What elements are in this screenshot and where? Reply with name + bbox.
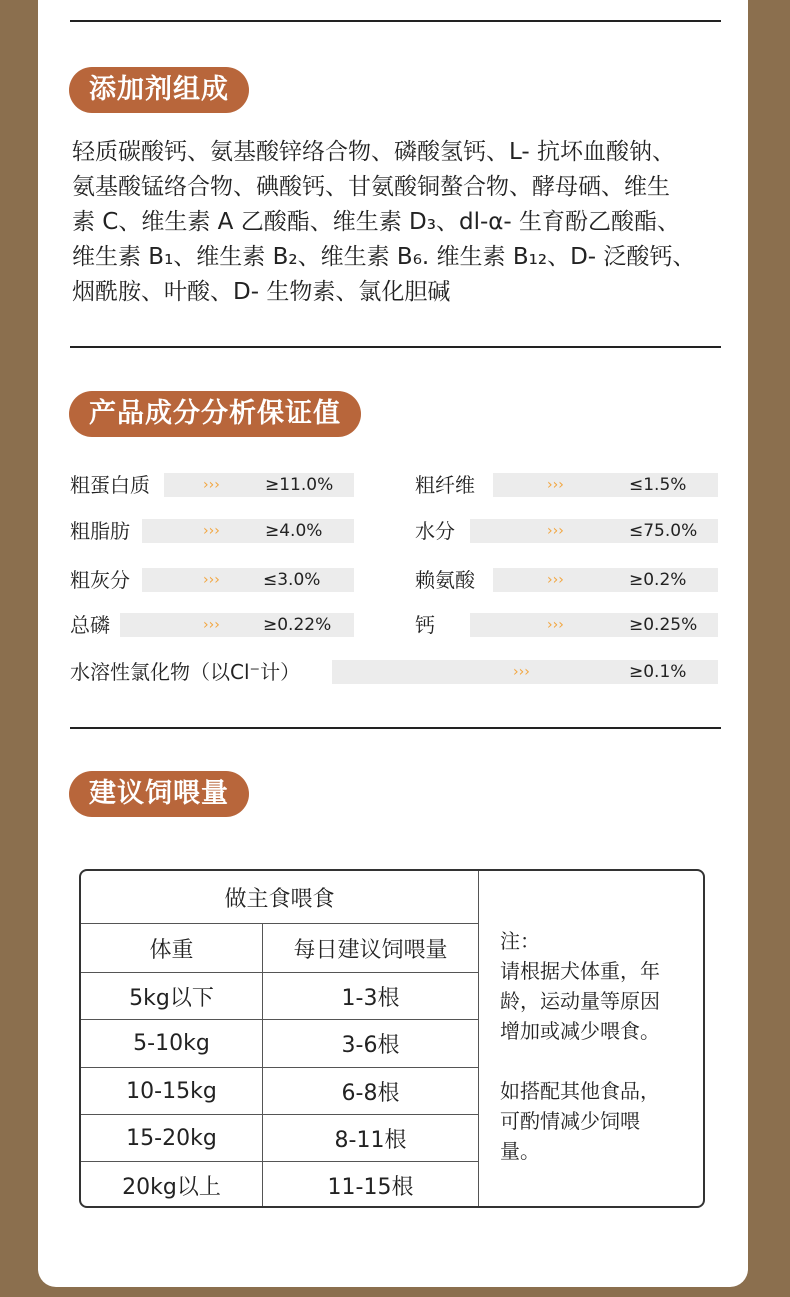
additives-line: 素 C、维生素 A 乙酸酯、维生素 D₃、dl-α- 生育酚乙酸酯、 <box>72 209 681 235</box>
table-cell-amount: 1-3根 <box>341 985 400 1011</box>
table-divider <box>262 924 263 1208</box>
additives-line: 维生素 B₁、维生素 B₂、维生素 B₆. 维生素 B₁₂、D- 泛酸钙、 <box>72 244 696 270</box>
analysis-label: 粗脂肪 <box>70 519 130 543</box>
analysis-label: 粗蛋白质 <box>70 473 150 497</box>
arrow-icon: ››› <box>547 477 564 493</box>
analysis-value: ≥4.0% <box>265 521 323 541</box>
analysis-label: 赖氨酸 <box>415 568 475 592</box>
feeding-title: 建议饲喂量 <box>69 771 249 817</box>
table-divider <box>478 871 479 1208</box>
arrow-icon: ››› <box>203 572 220 588</box>
arrow-icon: ››› <box>547 617 564 633</box>
analysis-label: 钙 <box>415 613 435 637</box>
table-cell-amount: 6-8根 <box>341 1080 400 1106</box>
table-title: 做主食喂食 <box>224 886 335 912</box>
arrow-icon: ››› <box>513 664 530 680</box>
divider-3 <box>70 727 721 729</box>
arrow-icon: ››› <box>547 523 564 539</box>
analysis-bar <box>142 568 354 592</box>
analysis-value: ≥0.25% <box>629 615 698 635</box>
additives-title: 添加剂组成 <box>69 67 249 113</box>
divider-top <box>70 20 721 22</box>
note-line: 龄，运动量等原因 <box>500 989 660 1013</box>
table-cell-amount: 8-11根 <box>334 1127 407 1153</box>
analysis-value: ≥0.22% <box>263 615 332 635</box>
additives-line: 轻质碳酸钙、氨基酸锌络合物、磷酸氢钙、L- 抗坏血酸钠、 <box>72 139 676 165</box>
analysis-label: 粗灰分 <box>70 568 130 592</box>
table-cell-weight: 10-15kg <box>126 1078 217 1104</box>
analysis-label: 粗纤维 <box>415 473 475 497</box>
arrow-icon: ››› <box>203 523 220 539</box>
analysis-value: ≤1.5% <box>629 475 687 495</box>
analysis-label: 水溶性氯化物（以Cl⁻计） <box>70 660 301 684</box>
analysis-label: 总磷 <box>70 613 110 637</box>
analysis-title: 产品成分分析保证值 <box>69 391 361 437</box>
feeding-table <box>79 869 705 1208</box>
note-line: 如搭配其他食品， <box>500 1079 660 1103</box>
arrow-icon: ››› <box>203 617 220 633</box>
additives-line: 烟酰胺、叶酸、D- 生物素、氯化胆碱 <box>72 279 451 305</box>
additives-text <box>72 135 722 310</box>
analysis-label: 水分 <box>415 519 455 543</box>
divider-2 <box>70 346 721 348</box>
additives-line: 氨基酸锰络合物、碘酸钙、甘氨酸铜螯合物、酵母硒、维生 <box>72 174 670 200</box>
arrow-icon: ››› <box>547 572 564 588</box>
note-line: 请根据犬体重，年 <box>500 959 660 983</box>
table-header-amount: 每日建议饲喂量 <box>293 937 448 963</box>
arrow-icon: ››› <box>203 477 220 493</box>
table-cell-weight: 20kg以上 <box>122 1174 221 1200</box>
feeding-note <box>500 926 690 1166</box>
analysis-value: ≥0.2% <box>629 570 687 590</box>
analysis-value: ≤3.0% <box>263 570 321 590</box>
note-title: 注： <box>500 929 540 953</box>
analysis-value: ≤75.0% <box>629 521 698 541</box>
table-header-weight: 体重 <box>149 937 194 963</box>
table-cell-weight: 5-10kg <box>133 1031 210 1056</box>
table-cell-amount: 11-15根 <box>327 1174 414 1200</box>
table-cell-weight: 15-20kg <box>126 1125 217 1151</box>
note-line: 增加或减少喂食。 <box>500 1019 660 1043</box>
table-cell-amount: 3-6根 <box>341 1033 400 1058</box>
table-cell-weight: 5kg以下 <box>129 985 214 1011</box>
note-line: 量。 <box>500 1139 540 1163</box>
analysis-value: ≥11.0% <box>265 475 334 495</box>
note-spacer <box>500 1046 690 1076</box>
note-line: 可酌情减少饲喂 <box>500 1109 640 1133</box>
analysis-value: ≥0.1% <box>629 662 687 682</box>
